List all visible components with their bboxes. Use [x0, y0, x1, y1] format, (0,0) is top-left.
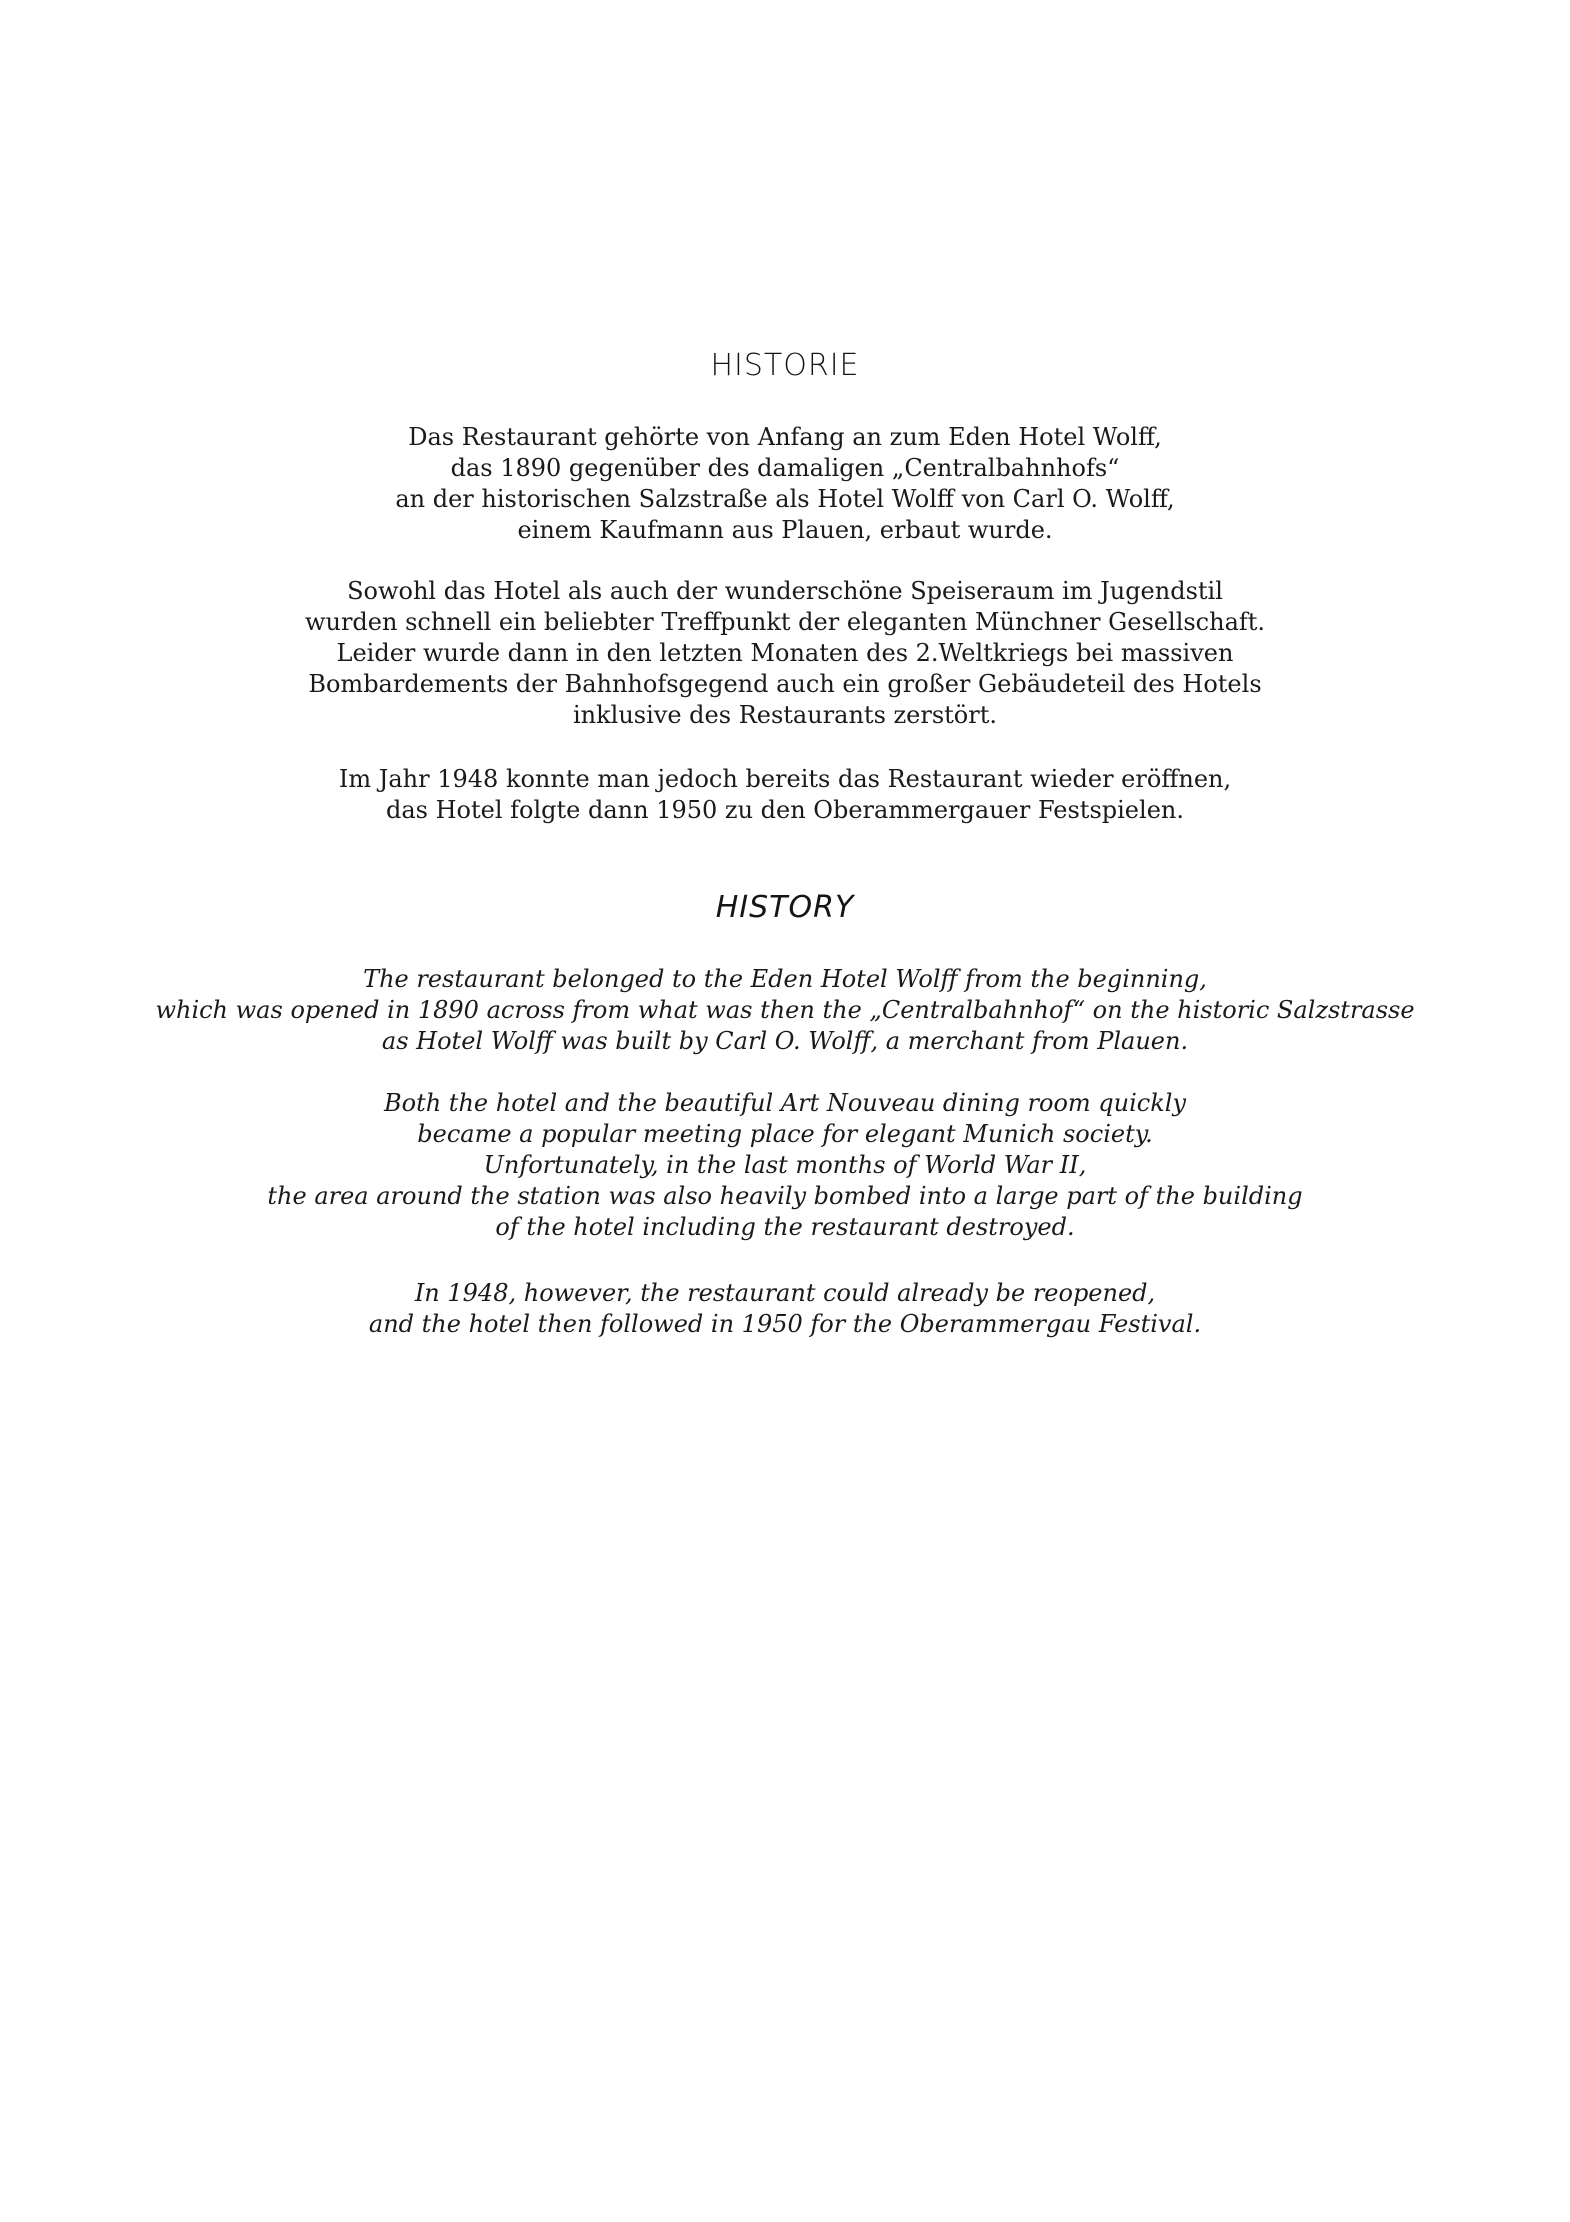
- english-paragraph-1: [0, 964, 1570, 1057]
- text-line: The restaurant belonged to the Eden Hotel Wolff from the beginning,: [363, 965, 1207, 993]
- english-heading: HISTORY: [715, 890, 855, 925]
- german-paragraph-2: [0, 576, 1570, 731]
- text-line: Unfortunately, in the last months of World War II,: [483, 1151, 1087, 1179]
- text-line: of the hotel including the restaurant destroyed.: [495, 1213, 1075, 1241]
- text-line: which was opened in 1890 across from what was then the „Centralbahnhof“ on the historic Salzstrasse: [155, 996, 1415, 1024]
- text-line: einem Kaufmann aus Plauen, erbaut wurde.: [517, 516, 1053, 544]
- german-paragraph-3: [0, 764, 1570, 826]
- text-line: Leider wurde dann in den letzten Monaten des 2.Weltkriegs bei massiven: [336, 639, 1234, 667]
- english-paragraph-3: [0, 1278, 1570, 1340]
- text-line: Das Restaurant gehörte von Anfang an zum Eden Hotel Wolff,: [408, 423, 1162, 451]
- text-line: In 1948, however, the restaurant could already be reopened,: [414, 1279, 1156, 1307]
- text-line: the area around the station was also heavily bombed into a large part of the building: [267, 1182, 1303, 1210]
- text-line: inklusive des Restaurants zerstört.: [572, 701, 997, 729]
- text-line: Sowohl das Hotel als auch der wunderschöne Speiseraum im Jugendstil: [347, 577, 1223, 605]
- text-line: wurden schnell ein beliebter Treffpunkt der eleganten Münchner Gesellschaft.: [304, 608, 1266, 636]
- english-paragraph-2: [0, 1088, 1570, 1243]
- german-paragraph-1: [0, 422, 1570, 546]
- text-line: das Hotel folgte dann 1950 zu den Oberammergauer Festspielen.: [386, 796, 1184, 824]
- text-line: Im Jahr 1948 konnte man jedoch bereits das Restaurant wieder eröffnen,: [338, 765, 1232, 793]
- text-line: and the hotel then followed in 1950 for the Oberammergau Festival.: [368, 1310, 1202, 1338]
- text-line: became a popular meeting place for elegant Munich society.: [417, 1120, 1153, 1148]
- text-line: das 1890 gegenüber des damaligen „Centralbahnhofs“: [450, 454, 1120, 482]
- german-heading: HISTORIE: [710, 348, 860, 383]
- text-line: as Hotel Wolff was built by Carl O. Wolff, a merchant from Plauen.: [381, 1027, 1189, 1055]
- text-line: Bombardements der Bahnhofsgegend auch ein großer Gebäudeteil des Hotels: [308, 670, 1262, 698]
- text-line: an der historischen Salzstraße als Hotel Wolff von Carl O. Wolff,: [395, 485, 1175, 513]
- text-line: Both the hotel and the beautiful Art Nouveau dining room quickly: [383, 1089, 1187, 1117]
